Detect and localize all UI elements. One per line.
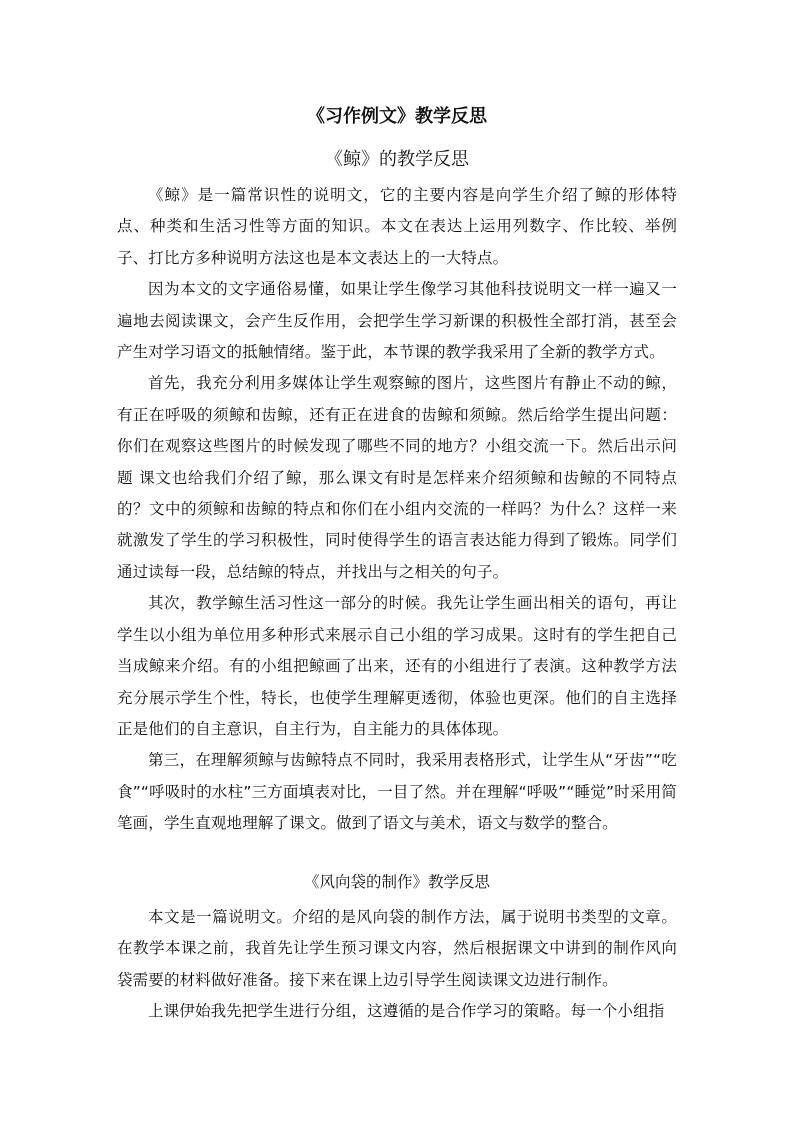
section-title-windsock: 《风向袋的制作》教学反思 [303, 873, 490, 891]
paragraph: 因为本文的文字通俗易懂，如果让学生像学习其他科技说明文一样一遍又一遍地去阅读课文，会产生反作用，会把学生学习新课的积极性全部打消，甚至会产生对学习语文的抵触情绪。鉴于此，本节课的教学我采用了全新的教学方式。 [117, 280, 677, 362]
paragraph: 其次，教学鲸生活习性这一部分的时候。我先让学生画出相关的语句，再让学生以小组为单位用多种形式来展示自己小组的学习成果。这时有的学生把自己当成鲸来介绍。有的小组把鲸画了出来，还有的小组进行了表演。这种教学方法充分展示学生个性，特长，也使学生理解更透彻，体验也更深。他们的自主选择正是他们的自主意识，自主行为，自主能力的具体体现。 [117, 594, 677, 738]
paragraph: 第三，在理解须鲸与齿鲸特点不同时，我采用表格形式，让学生从“牙齿”“吃食”“呼吸时的水柱”三方面填表对比，一目了然。并在理解“呼吸”“睡觉”时采用简笔画，学生直观地理解了课文。做到了语文与美术，语文与数学的整合。 [117, 751, 677, 833]
section-title-whale: 《鲸》的教学反思 [325, 149, 469, 170]
paragraph: 本文是一篇说明文。介绍的是风向袋的制作方法，属于说明书类型的文章。在教学本课之前，我首先让学生预习课文内容，然后根据课文中讲到的制作风向袋需要的材料做好准备。接下来在课上边引导学生阅读课文边进行制作。 [117, 908, 677, 989]
paragraph: 上课伊始我先把学生进行分组，这遵循的是合作学习的策略。每一个小组指 [148, 1002, 665, 1021]
document-title: 《习作例文》教学反思 [307, 106, 487, 127]
section-body-windsock [117, 902, 677, 1028]
paragraph: 《鲸》是一篇常识性的说明文，它的主要内容是向学生介绍了鲸的形体特点、种类和生活习性等方面的知识。本文在表达上运用列数字、作比较、举例子、打比方多种说明方法这也是本文表达上的一大特点。 [117, 186, 677, 267]
section-body-whale [117, 180, 677, 840]
paragraph: 首先，我充分利用多媒体让学生观察鲸的图片，这些图片有静止不动的鲸，有正在呼吸的须鲸和齿鲸，还有正在进食的齿鲸和须鲸。然后给学生提出问题：你们在观察这些图片的时候发现了哪些不同的地方？小组交流一下。然后出示问题 课文也给我们介绍了鲸，那么课文有时是怎样来介绍须鲸和齿鲸的不同特点的？文中的须鲸和齿鲸的特点和你们在小组内交流的一样吗？为什么？这样一来就激发了学生的学习积极性，同时使得学生的语言表达能力得到了锻炼。同学们通过读每一段，总结鲸的特点，并找出与之相关的句子。 [117, 374, 677, 581]
